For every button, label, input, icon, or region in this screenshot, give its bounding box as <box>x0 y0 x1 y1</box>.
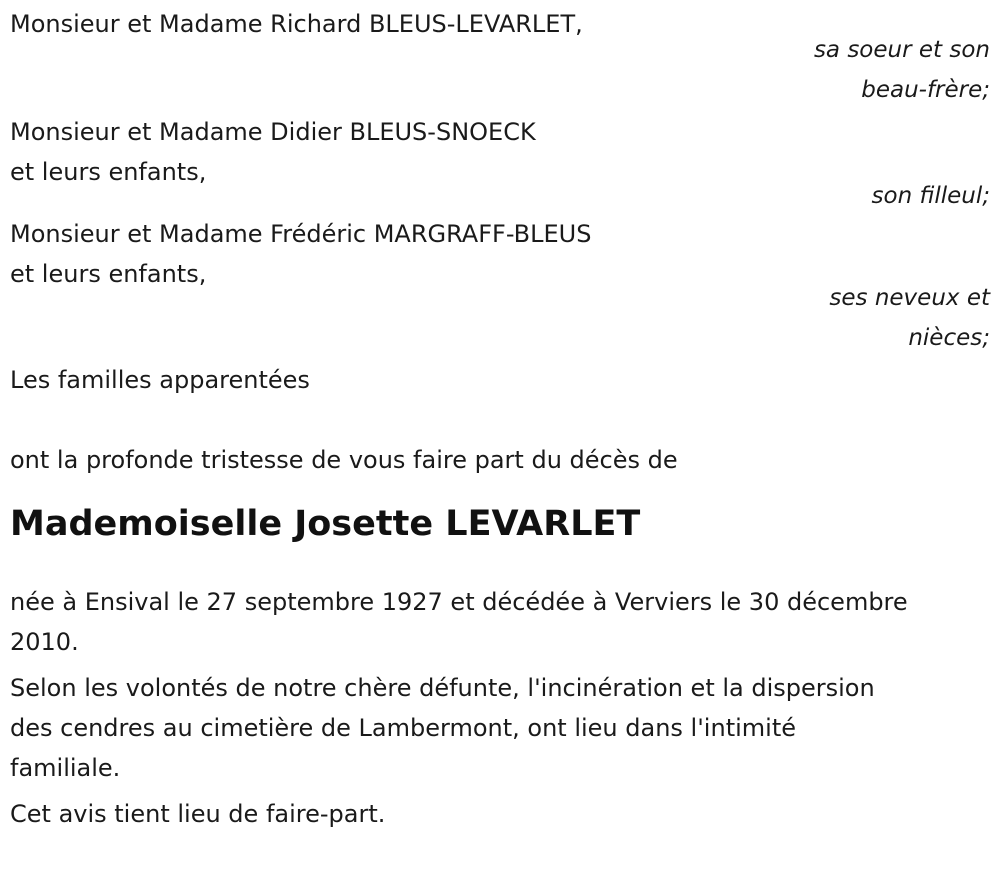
family-relation: nièces; <box>908 325 990 351</box>
family-relation: beau-frère; <box>861 77 990 103</box>
announcement-text: ont la profonde tristesse de vous faire part du décès de <box>10 446 678 474</box>
family-line: Les familles apparentées <box>10 366 310 394</box>
spacer <box>10 480 990 500</box>
family-line: Monsieur et Madame Richard BLEUS-LEVARLET, <box>10 10 583 38</box>
closing-text: Cet avis tient lieu de faire-part. <box>10 800 386 828</box>
wishes-text: Selon les volontés de notre chère défunte, l'incinération et la dispersion <box>10 674 875 702</box>
family-relation: son filleul; <box>871 183 990 209</box>
family-line: Monsieur et Madame Frédéric MARGRAFF-BLEUS <box>10 220 592 248</box>
birth-death-text: née à Ensival le 27 septembre 1927 et décédée à Verviers le 30 décembre <box>10 588 908 616</box>
family-line: et leurs enfants, <box>10 260 207 288</box>
obituary-notice <box>10 4 990 834</box>
spacer <box>10 400 990 440</box>
family-line: et leurs enfants, <box>10 158 207 186</box>
family-relation: ses neveux et <box>829 285 990 311</box>
wishes-text: familiale. <box>10 754 121 782</box>
family-line: Monsieur et Madame Didier BLEUS-SNOECK <box>10 118 536 146</box>
wishes-text: des cendres au cimetière de Lambermont, ont lieu dans l'intimité <box>10 714 796 742</box>
deceased-name: Mademoiselle Josette LEVARLET <box>10 504 641 544</box>
birth-death-text: 2010. <box>10 628 79 656</box>
spacer <box>10 548 990 582</box>
family-relation: sa soeur et son <box>813 37 990 63</box>
